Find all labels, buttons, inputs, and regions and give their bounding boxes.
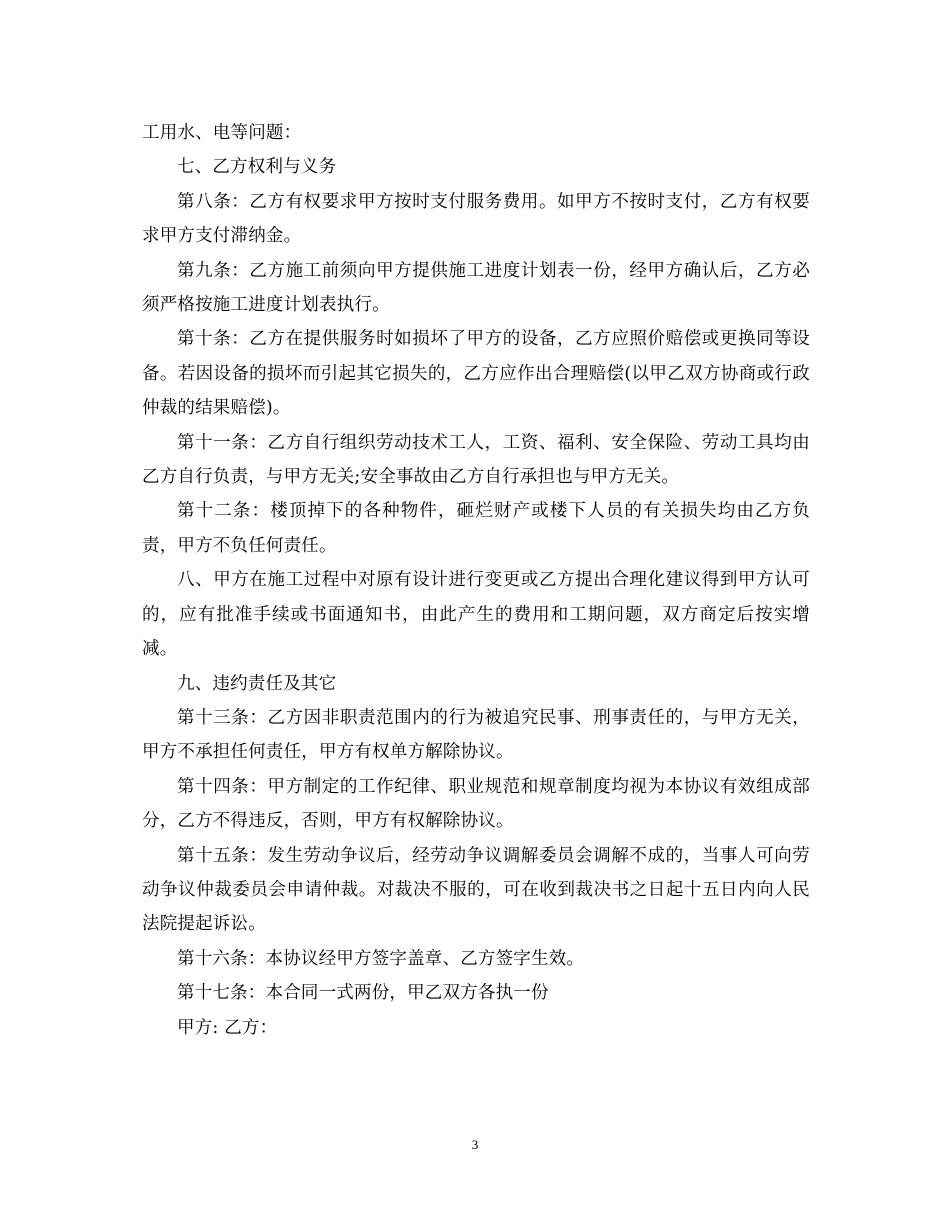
- article-16: 第十六条：本协议经甲方签字盖章、乙方签字生效。: [177, 948, 585, 969]
- article-14: 第十四条：甲方制定的工作纪律、职业规范和规章制度均视为本协议有效组成部分，乙方不得违反，否则，甲方有权解除协议。: [142, 776, 810, 832]
- article-10: 第十条：乙方在提供服务时如损坏了甲方的设备，乙方应照价赔偿或更换同等设备。若因设备的损坏而引起其它损失的，乙方应作出合理赔偿(以甲乙双方协商或行政仲裁的结果赔偿)。: [142, 329, 810, 419]
- article-13: 第十三条：乙方因非职责范围内的行为被追究民事、刑事责任的，与甲方无关，甲方不承担任何责任，甲方有权单方解除协议。: [142, 707, 810, 763]
- article-15: 第十五条：发生劳动争议后，经劳动争议调解委员会调解不成的，当事人可向劳动争议仲裁委员会申请仲裁。对裁决不服的，可在收到裁决书之日起十五日内向人民法院提起诉讼。: [142, 845, 810, 935]
- section-heading-9: 九、违约责任及其它: [177, 673, 337, 694]
- section-8: 八、甲方在施工过程中对原有设计进行变更或乙方提出合理化建议得到甲方认可的，应有批准手续或书面通知书，由此产生的费用和工期问题，双方商定后按实增减。: [142, 570, 810, 660]
- section-heading-7: 七、乙方权利与义务: [177, 157, 337, 178]
- article-11: 第十一条：乙方自行组织劳动技术工人，工资、福利、安全保险、劳动工具均由乙方自行负责，与甲方无关;安全事故由乙方自行承担也与甲方无关。: [142, 432, 810, 488]
- document-body: [142, 116, 810, 1045]
- paragraph-continued: 工用水、电等问题：: [142, 123, 302, 143]
- article-17: 第十七条：本合同一式两份，甲乙双方各执一份: [177, 983, 549, 1004]
- article-8: 第八条：乙方有权要求甲方按时支付服务费用。如甲方不按时支付，乙方有权要求甲方支付滞纳金。: [142, 191, 810, 247]
- article-12: 第十二条：楼顶掉下的各种物件，砸烂财产或楼下人员的有关损失均由乙方负责，甲方不负任何责任。: [142, 501, 810, 556]
- article-9: 第九条：乙方施工前须向甲方提供施工进度计划表一份，经甲方确认后，乙方必须严格按施工进度计划表执行。: [142, 260, 810, 316]
- signature-line: 甲方: 乙方：: [177, 1017, 278, 1038]
- page-number: 3: [471, 1137, 479, 1152]
